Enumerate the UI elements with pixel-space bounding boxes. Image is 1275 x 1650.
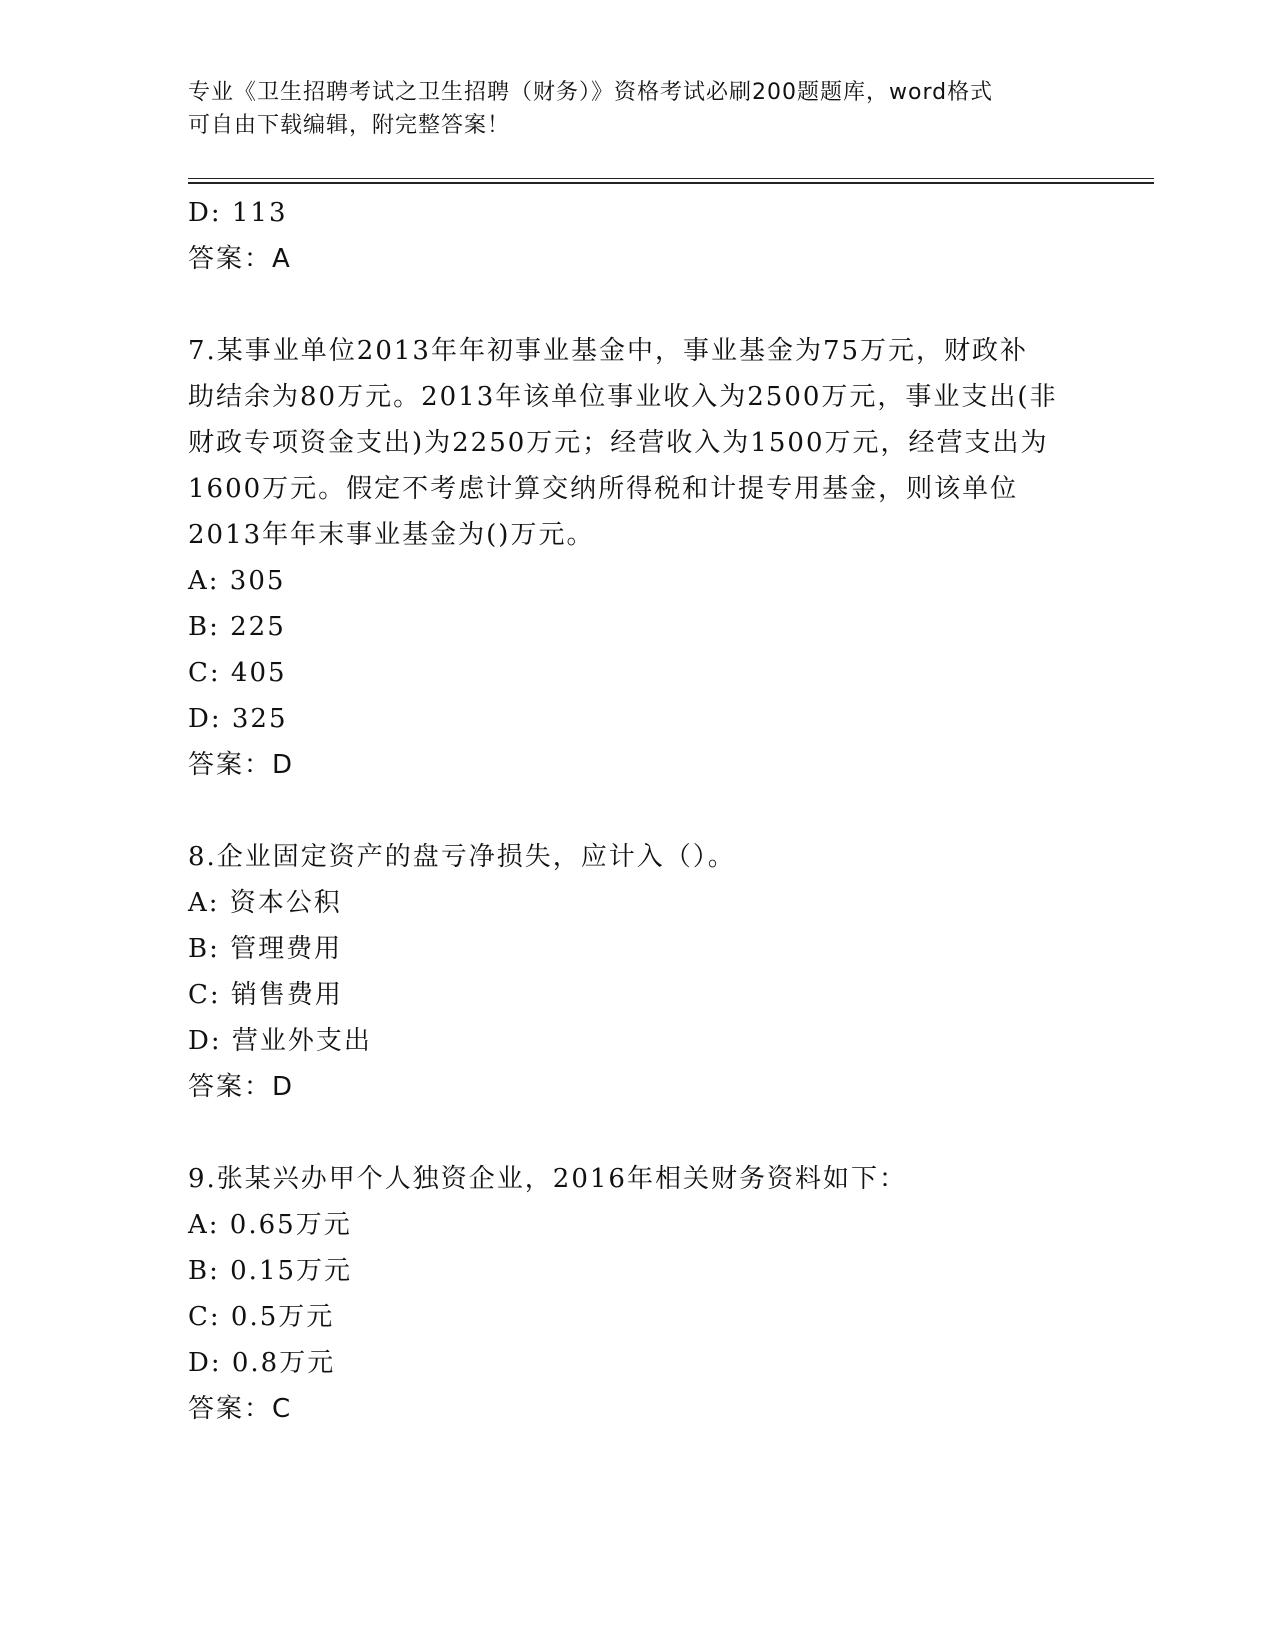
question-7	[188, 328, 1088, 558]
header-title-line-2: 可自由下载编辑，附完整答案！	[188, 113, 511, 138]
question-7-line-3: 财政专项资金支出)为2250万元；经营收入为1500万元，经营支出为	[188, 428, 1049, 458]
question-7-line-1: 7.某事业单位2013年年初事业基金中，事业基金为75万元，财政补	[188, 336, 1029, 366]
spacer	[188, 1110, 1088, 1156]
question-9-option-d: D: 0.8万元	[188, 1348, 336, 1378]
question-7-option-b: B: 225	[188, 612, 286, 642]
header-title-line-1: 专业《卫生招聘考试之卫生招聘（财务）》资格考试必刷200题题库，word格式	[188, 80, 994, 105]
question-8-option-c: C: 销售费用	[188, 980, 343, 1010]
question-9: 9.张某兴办甲个人独资企业，2016年相关财务资料如下：	[188, 1164, 907, 1194]
prev-option-d: D: 113	[188, 198, 288, 228]
question-7-option-d: D: 325	[188, 704, 288, 734]
question-8-option-b: B: 管理费用	[188, 934, 343, 964]
question-7-line-4: 1600万元。假定不考虑计算交纳所得税和计提专用基金，则该单位	[188, 474, 1019, 504]
question-9-option-a: A: 0.65万元	[188, 1210, 352, 1240]
page-header	[188, 76, 1088, 142]
question-8-option-a: A: 资本公积	[188, 888, 342, 918]
spacer	[188, 788, 1088, 834]
question-9-answer: 答案：C	[188, 1394, 293, 1424]
spacer	[188, 282, 1088, 328]
question-8-option-d: D: 营业外支出	[188, 1026, 372, 1056]
question-7-answer: 答案：D	[188, 750, 295, 780]
question-7-line-5: 2013年年末事业基金为()万元。	[188, 520, 595, 550]
header-divider-thick	[188, 182, 1154, 184]
question-8-answer: 答案：D	[188, 1072, 295, 1102]
document-body	[188, 190, 1088, 1432]
question-9-option-c: C: 0.5万元	[188, 1302, 335, 1332]
header-divider-thin	[188, 178, 1154, 179]
question-7-line-2: 助结余为80万元。2013年该单位事业收入为2500万元，事业支出(非	[188, 382, 1058, 412]
question-7-option-a: A: 305	[188, 566, 286, 596]
question-9-option-b: B: 0.15万元	[188, 1256, 353, 1286]
question-7-option-c: C: 405	[188, 658, 287, 688]
prev-answer: 答案：A	[188, 244, 292, 274]
question-8: 8.企业固定资产的盘亏净损失，应计入（）。	[188, 842, 736, 872]
